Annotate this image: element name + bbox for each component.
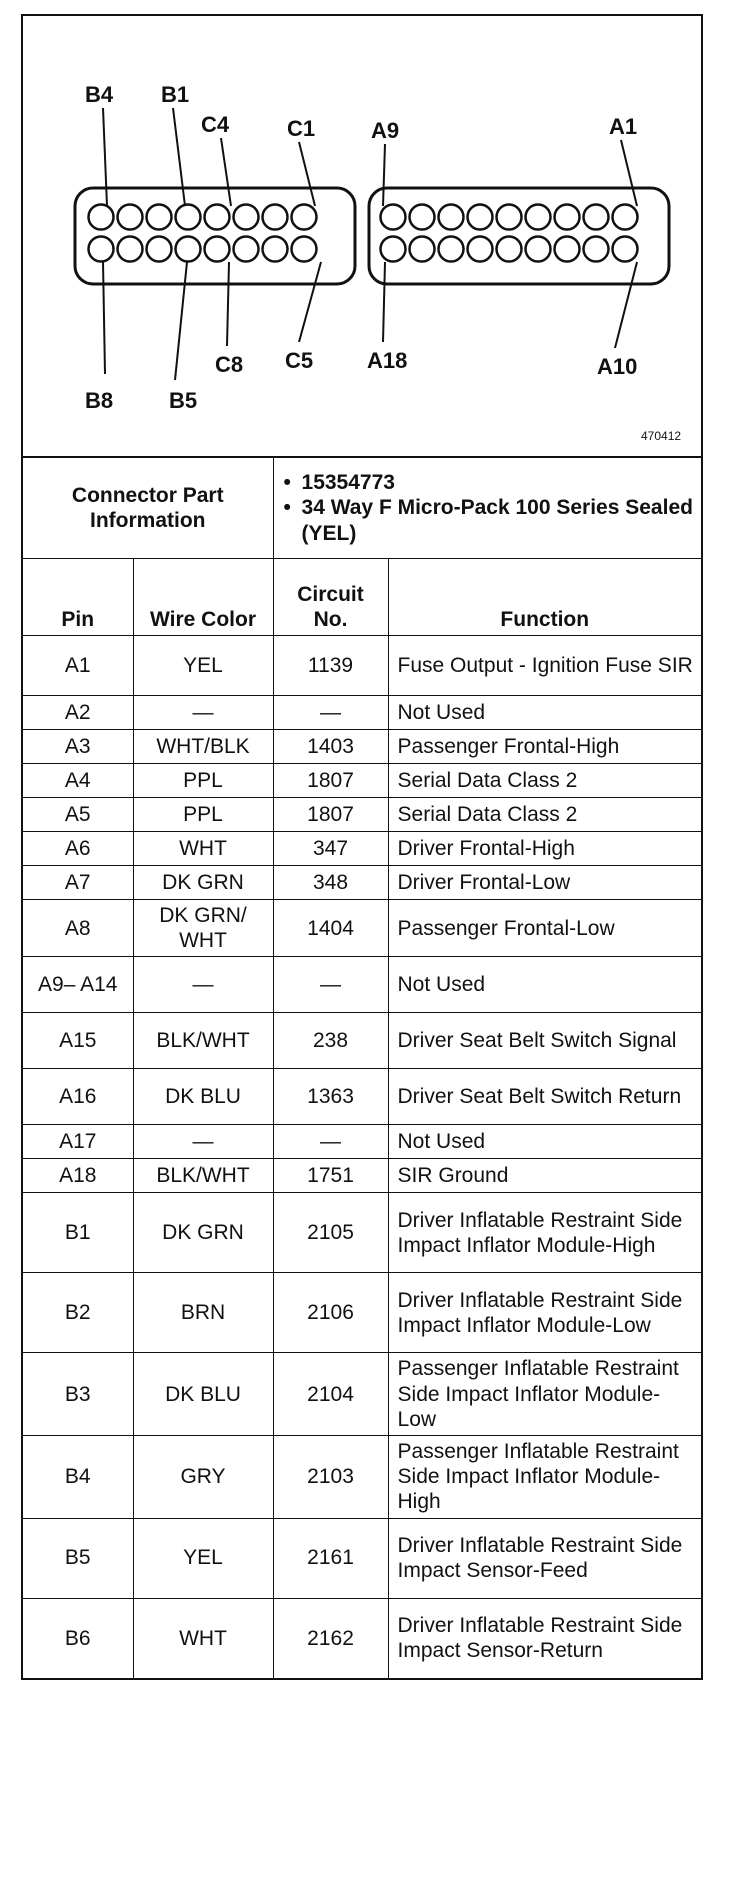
circuit-cell: — bbox=[273, 696, 388, 730]
pin-cavity bbox=[147, 205, 172, 230]
circuit-cell: 1403 bbox=[273, 730, 388, 764]
pin-cell: B6 bbox=[23, 1598, 133, 1678]
pin-cell: B5 bbox=[23, 1518, 133, 1598]
table-row bbox=[23, 730, 701, 764]
circuit-cell: — bbox=[273, 957, 388, 1013]
table-row bbox=[23, 1125, 701, 1159]
wire-color-cell: DK GRN bbox=[133, 866, 273, 900]
leader-line bbox=[173, 108, 185, 206]
pin-cell: A4 bbox=[23, 764, 133, 798]
connector-sheet bbox=[21, 14, 703, 1680]
function-cell: Serial Data Class 2 bbox=[388, 764, 701, 798]
pin-cell: A1 bbox=[23, 636, 133, 696]
wire-color-cell: DK GRN/ WHT bbox=[133, 900, 273, 957]
pin-cell: A2 bbox=[23, 696, 133, 730]
pin-cell: A8 bbox=[23, 900, 133, 957]
label-b1: B1 bbox=[161, 82, 190, 107]
connector-info-item bbox=[284, 495, 695, 545]
pin-cavity bbox=[613, 205, 638, 230]
wire-color-cell: WHT bbox=[133, 832, 273, 866]
col-header-wire-color: Wire Color bbox=[133, 559, 273, 636]
circuit-cell: 2162 bbox=[273, 1598, 388, 1678]
circuit-cell: 1751 bbox=[273, 1159, 388, 1193]
table-row bbox=[23, 1193, 701, 1273]
pin-cell: A9– A14 bbox=[23, 957, 133, 1013]
label-a10: A10 bbox=[597, 354, 638, 379]
pin-cell: A18 bbox=[23, 1159, 133, 1193]
function-cell: Not Used bbox=[388, 696, 701, 730]
leader-line bbox=[299, 142, 315, 206]
label-a18: A18 bbox=[367, 348, 408, 373]
pin-cavity bbox=[205, 237, 230, 262]
pin-cavity bbox=[439, 237, 464, 262]
label-a9: A9 bbox=[371, 118, 400, 143]
circuit-cell: 2104 bbox=[273, 1353, 388, 1436]
pin-cavity bbox=[468, 205, 493, 230]
function-cell: Driver Inflatable Restraint Side Impact Inflator Module-High bbox=[388, 1193, 701, 1273]
part-number: 15354773 bbox=[301, 471, 395, 495]
wire-color-cell: PPL bbox=[133, 798, 273, 832]
bullet-icon: • bbox=[283, 496, 291, 520]
connector-info-label: Connector Part Information bbox=[23, 458, 273, 559]
leader-line bbox=[221, 138, 231, 206]
wire-color-cell: — bbox=[133, 957, 273, 1013]
pin-cavity bbox=[439, 205, 464, 230]
pin-cavity bbox=[584, 205, 609, 230]
table-row bbox=[23, 1598, 701, 1678]
function-cell: Passenger Inflatable Restraint Side Impact Inflator Module-High bbox=[388, 1435, 701, 1518]
pin-cavity bbox=[613, 237, 638, 262]
wire-color-cell: GRY bbox=[133, 1435, 273, 1518]
connector-housing bbox=[75, 188, 669, 284]
function-cell: Passenger Inflatable Restraint Side Impact Inflator Module-Low bbox=[388, 1353, 701, 1436]
table-row bbox=[23, 1435, 701, 1518]
wire-color-cell: BRN bbox=[133, 1273, 273, 1353]
function-cell: Not Used bbox=[388, 957, 701, 1013]
pin-cavity bbox=[176, 205, 201, 230]
wire-color-cell: WHT bbox=[133, 1598, 273, 1678]
pin-cavity bbox=[526, 205, 551, 230]
table-row bbox=[23, 866, 701, 900]
pin-cell: A6 bbox=[23, 832, 133, 866]
col-header-circuit: Circuit No. bbox=[273, 559, 388, 636]
header-row bbox=[23, 559, 701, 636]
pin-cavities bbox=[89, 205, 638, 262]
connector-drawing bbox=[23, 16, 701, 454]
wire-color-cell: PPL bbox=[133, 764, 273, 798]
table-row bbox=[23, 636, 701, 696]
label-b5: B5 bbox=[169, 388, 198, 413]
pin-cavity bbox=[497, 237, 522, 262]
circuit-cell: 1363 bbox=[273, 1069, 388, 1125]
pin-cavity bbox=[118, 237, 143, 262]
pin-cell: B2 bbox=[23, 1273, 133, 1353]
pin-cavity bbox=[497, 205, 522, 230]
table-row bbox=[23, 900, 701, 957]
pin-cavity bbox=[89, 205, 114, 230]
leader-line bbox=[615, 262, 637, 348]
function-cell: Serial Data Class 2 bbox=[388, 798, 701, 832]
wire-color-cell: — bbox=[133, 1125, 273, 1159]
connector-table bbox=[23, 458, 701, 1678]
table-row bbox=[23, 1013, 701, 1069]
leader-line bbox=[299, 262, 321, 342]
table-row bbox=[23, 798, 701, 832]
label-c5: C5 bbox=[285, 348, 314, 373]
pin-cavity bbox=[263, 237, 288, 262]
function-cell: Passenger Frontal-High bbox=[388, 730, 701, 764]
table-row bbox=[23, 1353, 701, 1436]
circuit-cell: 347 bbox=[273, 832, 388, 866]
col-header-pin: Pin bbox=[23, 559, 133, 636]
label-a1: A1 bbox=[609, 114, 638, 139]
connector-description: 34 Way F Micro-Pack 100 Series Sealed (YEL) bbox=[301, 496, 693, 545]
wire-color-cell: BLK/WHT bbox=[133, 1013, 273, 1069]
pin-cell: B4 bbox=[23, 1435, 133, 1518]
pin-cavity bbox=[292, 205, 317, 230]
pin-cavity bbox=[205, 205, 230, 230]
pin-cavity bbox=[410, 237, 435, 262]
pin-cavity bbox=[234, 205, 259, 230]
label-b8: B8 bbox=[85, 388, 114, 413]
pin-cell: A15 bbox=[23, 1013, 133, 1069]
table-row bbox=[23, 764, 701, 798]
pin-cavity bbox=[118, 205, 143, 230]
function-cell: Driver Frontal-High bbox=[388, 832, 701, 866]
function-cell: Not Used bbox=[388, 1125, 701, 1159]
circuit-cell: 238 bbox=[273, 1013, 388, 1069]
wire-color-cell: WHT/BLK bbox=[133, 730, 273, 764]
table-row bbox=[23, 1069, 701, 1125]
pin-cell: A7 bbox=[23, 866, 133, 900]
pin-cavity bbox=[263, 205, 288, 230]
table-row bbox=[23, 1159, 701, 1193]
function-cell: SIR Ground bbox=[388, 1159, 701, 1193]
pin-cell: A16 bbox=[23, 1069, 133, 1125]
table-row bbox=[23, 1273, 701, 1353]
table-row bbox=[23, 696, 701, 730]
leader-line bbox=[621, 140, 637, 206]
leader-line bbox=[103, 262, 105, 374]
connector-info-row bbox=[23, 458, 701, 559]
leader-line bbox=[103, 108, 107, 206]
table-row bbox=[23, 957, 701, 1013]
wire-color-cell: YEL bbox=[133, 636, 273, 696]
label-b4: B4 bbox=[85, 82, 114, 107]
bullet-icon: • bbox=[283, 471, 291, 495]
pin-cell: B3 bbox=[23, 1353, 133, 1436]
leader-line bbox=[383, 262, 385, 342]
function-cell: Driver Inflatable Restraint Side Impact Sensor-Feed bbox=[388, 1518, 701, 1598]
function-cell: Driver Inflatable Restraint Side Impact Sensor-Return bbox=[388, 1598, 701, 1678]
leader-line bbox=[227, 262, 229, 346]
connector-diagram bbox=[23, 16, 701, 458]
function-cell: Driver Inflatable Restraint Side Impact Inflator Module-Low bbox=[388, 1273, 701, 1353]
function-cell: Driver Seat Belt Switch Return bbox=[388, 1069, 701, 1125]
function-cell: Driver Seat Belt Switch Signal bbox=[388, 1013, 701, 1069]
function-cell: Fuse Output - Ignition Fuse SIR bbox=[388, 636, 701, 696]
pin-cavity bbox=[176, 237, 201, 262]
circuit-cell: 2106 bbox=[273, 1273, 388, 1353]
pin-cell: B1 bbox=[23, 1193, 133, 1273]
function-cell: Driver Frontal-Low bbox=[388, 866, 701, 900]
connector-info-list bbox=[273, 458, 701, 559]
pin-cavity bbox=[381, 237, 406, 262]
pin-cavity bbox=[147, 237, 172, 262]
circuit-cell: 348 bbox=[273, 866, 388, 900]
connector-info-item bbox=[284, 470, 695, 495]
label-c8: C8 bbox=[215, 352, 244, 377]
wire-color-cell: YEL bbox=[133, 1518, 273, 1598]
pin-cavity bbox=[89, 237, 114, 262]
pin-cavity bbox=[584, 237, 609, 262]
wire-color-cell: DK BLU bbox=[133, 1353, 273, 1436]
col-header-function: Function bbox=[388, 559, 701, 636]
circuit-cell: 1807 bbox=[273, 764, 388, 798]
pin-cell: A17 bbox=[23, 1125, 133, 1159]
circuit-cell: 1807 bbox=[273, 798, 388, 832]
pin-cell: A5 bbox=[23, 798, 133, 832]
wire-color-cell: BLK/WHT bbox=[133, 1159, 273, 1193]
table-row bbox=[23, 1518, 701, 1598]
circuit-cell: — bbox=[273, 1125, 388, 1159]
circuit-cell: 1139 bbox=[273, 636, 388, 696]
pin-cavity bbox=[555, 205, 580, 230]
pin-cavity bbox=[468, 237, 493, 262]
pin-cavity bbox=[555, 237, 580, 262]
pin-cell: A3 bbox=[23, 730, 133, 764]
circuit-cell: 1404 bbox=[273, 900, 388, 957]
leader-line bbox=[175, 262, 187, 380]
wire-color-cell: DK BLU bbox=[133, 1069, 273, 1125]
wire-color-cell: — bbox=[133, 696, 273, 730]
label-c4: C4 bbox=[201, 112, 230, 137]
function-cell: Passenger Frontal-Low bbox=[388, 900, 701, 957]
label-c1: C1 bbox=[287, 116, 316, 141]
circuit-cell: 2103 bbox=[273, 1435, 388, 1518]
wire-color-cell: DK GRN bbox=[133, 1193, 273, 1273]
pin-cavity bbox=[381, 205, 406, 230]
circuit-cell: 2105 bbox=[273, 1193, 388, 1273]
pin-cavity bbox=[234, 237, 259, 262]
figure-number: 470412 bbox=[641, 429, 682, 443]
circuit-cell: 2161 bbox=[273, 1518, 388, 1598]
pin-cavity bbox=[410, 205, 435, 230]
pin-cavity bbox=[526, 237, 551, 262]
table-row bbox=[23, 832, 701, 866]
pin-cavity bbox=[292, 237, 317, 262]
leader-line bbox=[383, 144, 385, 206]
